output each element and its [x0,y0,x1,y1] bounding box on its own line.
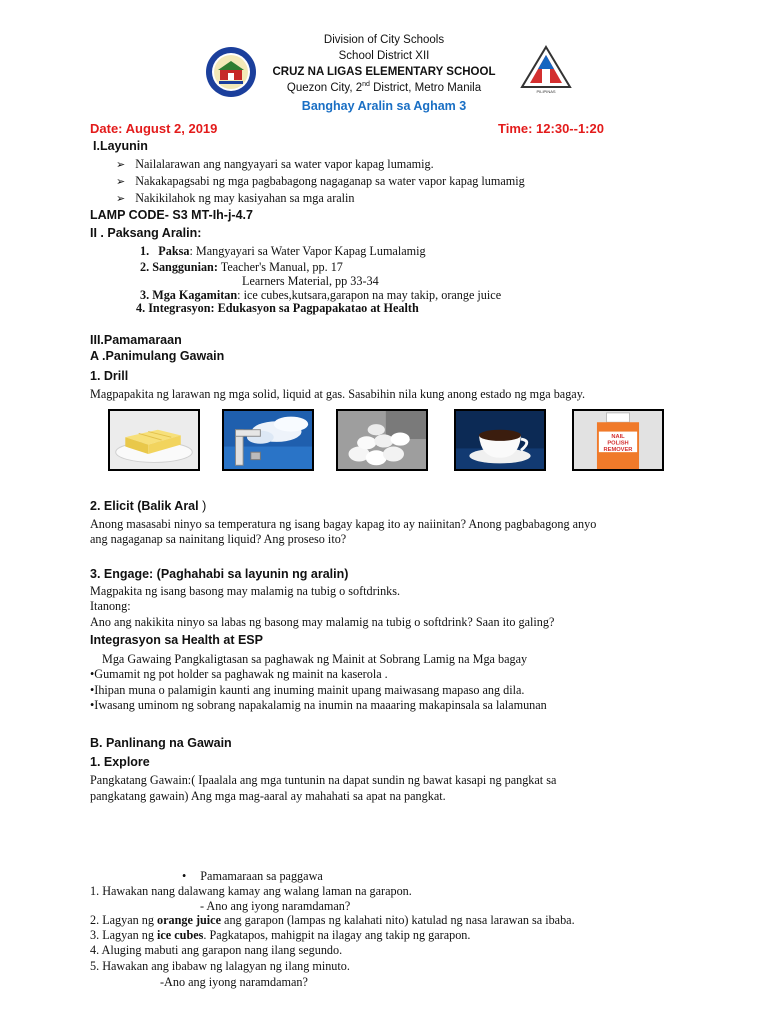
engage-text-1: Magpakita ng isang basong may malamig na tubig o softdrinks. [90,584,401,598]
pamamaraan-heading: III.Pamamaraan [90,333,182,347]
procedure-step: 1. Hawakan nang dalawang kamay ang walang laman na garapon. [90,884,412,898]
school-name: CRUZ NA LIGAS ELEMENTARY SCHOOL [272,66,496,78]
elicit-text-2: ang nagaganap sa nainitang liquid? Ang proseso ito? [90,532,347,546]
bottle-label: NAIL [611,434,625,441]
explore-text-1: Pangkatang Gawain:( Ipaalala ang mga tuntunin na dapat sundin ng bawat kasapi ng pangkat sa [90,773,557,787]
eggs-image [336,409,428,471]
plan-title: Banghay Aralin sa Agham 3 [301,99,467,113]
steam-pipe-image [222,409,314,471]
drill-text: Magpapakita ng larawan ng mga solid, liquid at gas. Sasabihin nila kung anong estado ng mga bagay. [90,387,586,401]
layunin-item: ➢ Nailalarawan ang nangyayari sa water vapor kapag lumamig. [116,157,434,171]
procedure-question: -Ano ang iyong naramdaman? [160,975,308,989]
layunin-heading: I.Layunin [93,139,148,153]
kagamitan-line: 3. Mga Kagamitan: ice cubes,kutsara,garapon na may takip, orange juice [140,288,502,302]
integrasyon-bullet: •Gumamit ng pot holder sa paghawak ng mainit na kaserola . [90,667,388,681]
integrasyon-text: Mga Gawaing Pangkaligtasan sa paghawak ng Mainit at Sobrang Lamig na Mga bagay [102,652,528,666]
procedure-step: 2. Lagyan ng orange juice ang garapon (lampas ng kalahati nito) katulad ng nasa larawan sa ibaba. [90,913,575,927]
explore-text-2: pangkatang gawain) Ang mga mag-aaral ay mahahati sa apat na pangkat. [90,789,446,803]
layunin-item: ➢ Nakakapagsabi ng mga pagbabagong nagaganap sa water vapor kapag lumamig [116,174,525,188]
layunin-item: ➢ Nakikilahok ng may kasiyahan sa mga aralin [116,191,355,205]
panimulang-heading: A .Panimulang Gawain [90,349,225,363]
drill-heading: 1. Drill [90,369,129,383]
integrasyon-bullet: •Ihipan muna o palamigin kaunti ang inuming mainit upang maiwasang mapaso ang dila. [90,683,525,697]
butter-image [108,409,200,471]
date-label: Date: August 2, 2019 [90,121,218,136]
nail-polish-remover-image [572,409,664,471]
procedure-step: 3. Lagyan ng ice cubes. Pagkatapos, mahigpit na ilagay ang takip ng garapon. [90,928,471,942]
procedure-step: 4. Aluging mabuti ang garapon nang ilang segundo. [90,943,343,957]
time-label: Time: 12:30--1:20 [498,121,604,136]
district-label: School District XII [338,50,430,62]
panlinang-heading: B. Panlinang na Gawain [90,736,232,750]
elicit-text-1: Anong masasabi ninyo sa temperatura ng isang bagay kapag ito ay naiinitan? Anong pagbabagong anyo [90,517,597,531]
explore-heading: 1. Explore [90,755,150,769]
school-address: Quezon City, 2nd District, Metro Manila [286,81,482,94]
engage-text-2: Itanong: [90,599,131,613]
procedure-step: 5. Hawakan ang ibabaw ng lalagyan ng ilang minuto. [90,959,350,973]
logo-text: PILIPINAS [536,89,556,94]
sanggunian-line: 2. Sanggunian: Teacher's Manual, pp. 17 [140,260,343,274]
integrasyon-bullet: •Iwasang uminom ng sobrang napakalamig na inumin na maaaring makapinsala sa lalamunan [90,698,547,712]
engage-text-3: Ano ang nakikita ninyo sa labas ng basong may malamig na tubig o softdrink? Saan ito galing? [90,615,555,629]
paksang-heading: II . Paksang Aralin: [90,226,202,240]
procedure-question: - Ano ang iyong naramdaman? [200,899,351,913]
sanggunian-line-2: Learners Material, pp 33-34 [242,274,379,288]
bottle-label: POLISH [607,440,629,447]
lamp-code: LAMP CODE- S3 MT-Ih-j-4.7 [90,208,253,222]
procedure-title: • Pamamaraan sa paggawa [182,869,323,883]
elicit-heading: 2. Elicit (Balik Aral ) [90,499,207,513]
integrasyon-heading: Integrasyon sa Health at ESP [90,633,263,647]
paksa-line: 1. Paksa: Mangyayari sa Water Vapor Kapag Lumalamig [140,244,426,258]
engage-heading: 3. Engage: (Paghahabi sa layunin ng aralin) [90,567,349,581]
division-label: Division of City Schools [323,34,445,46]
integrasyon-line: 4. Integrasyon: Edukasyon sa Pagpapakatao at Health [136,301,419,315]
bottle-label: REMOVER [603,447,633,454]
coffee-cup-image [454,409,546,471]
